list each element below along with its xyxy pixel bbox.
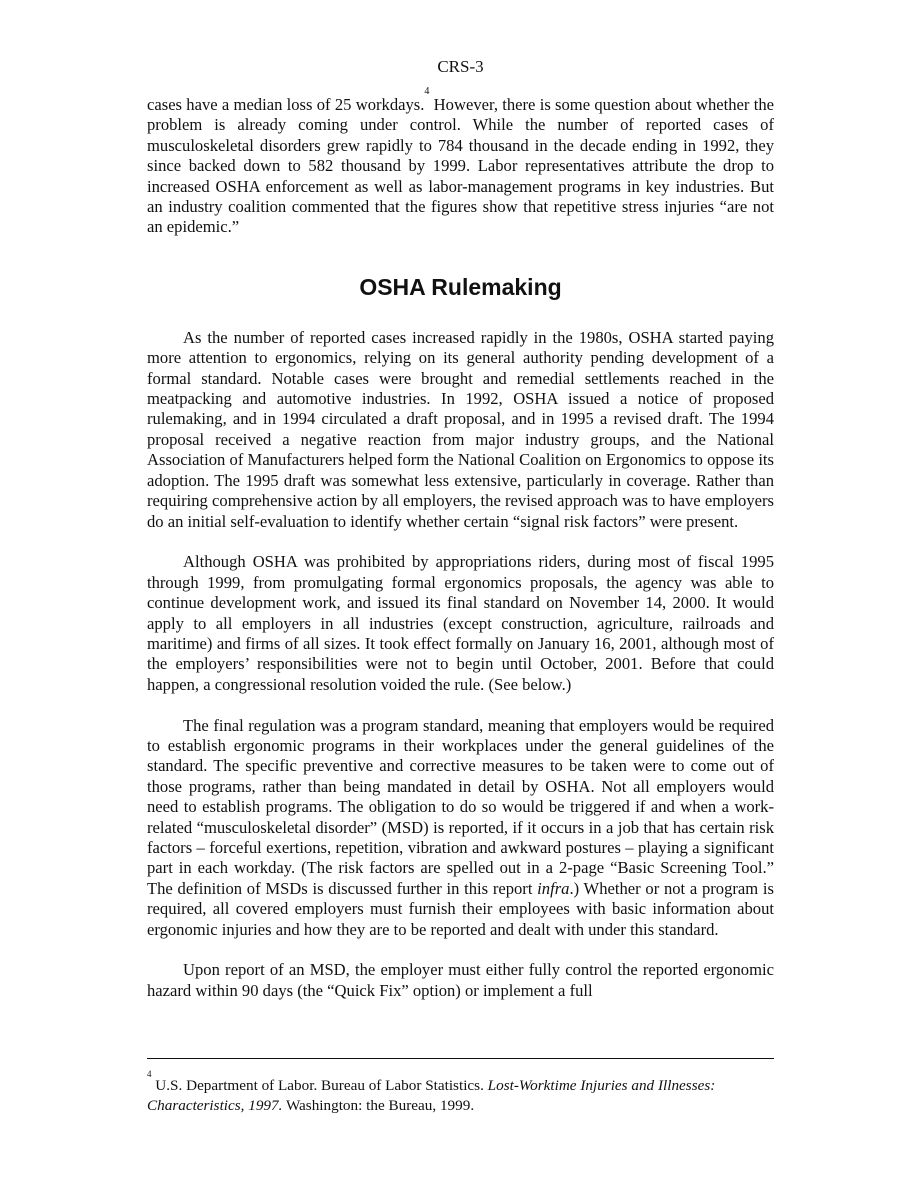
footnote-number: 4 xyxy=(147,1069,152,1079)
paragraph-3 xyxy=(147,716,774,940)
intro-text-continued: However, there is some question about whether the problem is already coming under control. While the number of reported cases of musculoskeletal disorders grew rapidly to 784 thousand in the decade ending in 1992, they since backed down to 582 thousand by 1999. Labor representatives attribute the drop to increased OSHA enforcement as well as labor-management programs in key industries. But an industry coalition commented that the figures show that repetitive stress injuries “are not an epidemic.” xyxy=(147,95,774,237)
paragraph-1: As the number of reported cases increased rapidly in the 1980s, OSHA started paying more attention to ergonomics, relying on its general authority pending development of a formal standard. Notable cases were brought and remedial settlements reached in the meatpacking and automotive industries. In 1992, OSHA issued a notice of proposed rulemaking, and in 1994 circulated a draft proposal, and in 1995 a revised draft. The 1994 proposal received a negative reaction from major industry groups, and the National Association of Manufacturers helped form the National Coalition on Ergonomics to oppose its adoption. The 1995 draft was somewhat less extensive, particularly in coverage. Rather than requiring comprehensive action by all employers, the revised approach was to have employers do an initial self-evaluation to identify whether certain “signal risk factors” were present. xyxy=(147,327,774,531)
footnote-text: U.S. Department of Labor. Bureau of Labor Statistics. xyxy=(151,1077,488,1094)
footnote-title: Lost-Worktime Injuries and Illnesses: Characteristics, 1997. xyxy=(147,1077,716,1114)
paragraph-3-text-continued: .) Whether or not a program is required, all covered employers must furnish their employees with basic information about ergonomic injuries and how they are to be reported and dealt with under this standard. xyxy=(147,878,774,939)
footnote-reference[interactable]: 4 xyxy=(424,86,430,97)
footnote-divider xyxy=(147,1058,774,1059)
body-text xyxy=(147,86,774,1001)
footnote-publisher: Washington: the Bureau, 1999. xyxy=(282,1096,475,1114)
italic-term: infra xyxy=(537,878,570,898)
footnote xyxy=(147,1069,774,1115)
paragraph-2: Although OSHA was prohibited by appropriations riders, during most of fiscal 1995 through 1999, from promulgating formal ergonomics proposals, the agency was able to continue development work, and issued its final standard on November 14, 2000. It would apply to all employers in all industries (except construction, agriculture, railroads and maritime) and firms of all sizes. It took effect formally on January 16, 2001, although most of the employers’ responsibilities were not to begin until October, 2001. Before that could happen, a congressional resolution voided the rule. (See below.) xyxy=(147,552,774,694)
intro-paragraph xyxy=(147,86,774,238)
paragraph-4: Upon report of an MSD, the employer must either fully control the reported ergonomic hazard within 90 days (the “Quick Fix” option) or implement a full xyxy=(147,960,774,1000)
intro-text: cases have a median loss of 25 workdays. xyxy=(147,95,425,114)
paragraph-3-text: The final regulation was a program standard, meaning that employers would be required to establish ergonomic programs in their workplaces under the general guidelines of the standard. The specific preventive and corrective measures to be taken were to come out of those programs, rather than being mandated in detail by OSHA. Not all employers would need to establish programs. The obligation to do so would be triggered if and when a work-related “musculoskeletal disorder” (MSD) is reported, if it occurs in a job that has certain risk factors – forceful exertions, repetition, vibration and awkward postures – playing a significant part in each workday. (The risk factors are spelled out in a 2-page “Basic Screening Tool.” The definition of MSDs is discussed further in this report xyxy=(147,715,774,898)
page-header: CRS-3 xyxy=(437,57,484,76)
section-heading: OSHA Rulemaking xyxy=(359,273,562,300)
